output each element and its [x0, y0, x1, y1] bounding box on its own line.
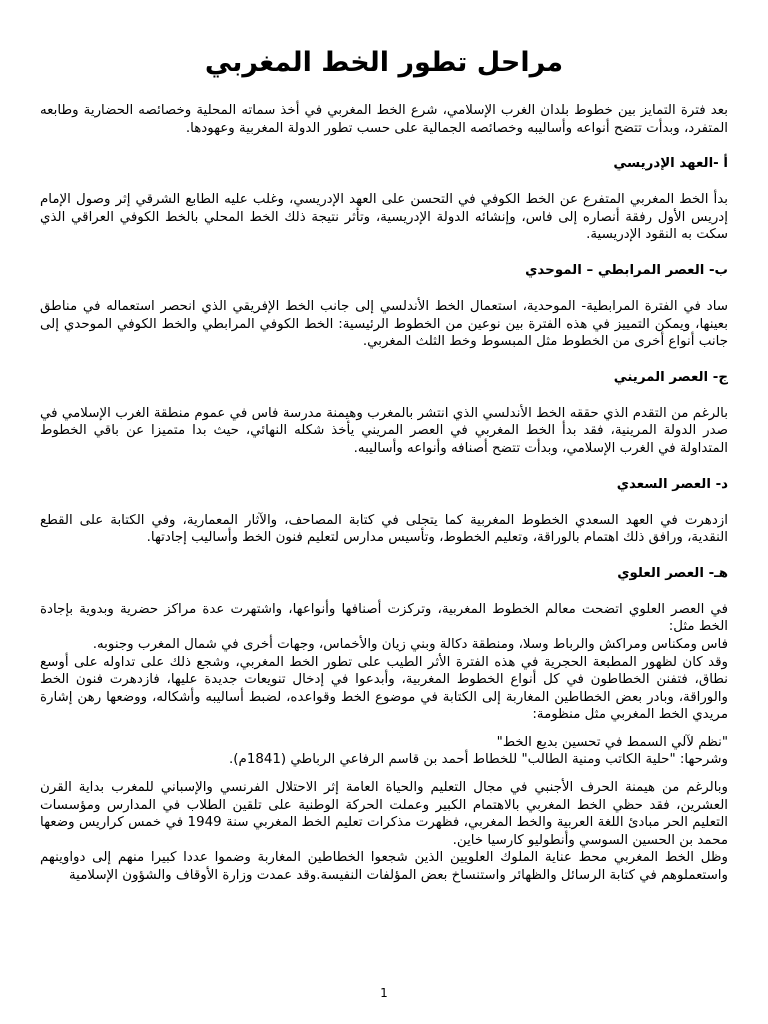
section-heading: أ -العهد الإدريسي	[613, 156, 728, 172]
section-paragraph: في العصر العلوي اتضحت معالم الخطوط المغربية، وتركزت أصنافها وأنواعها، واشتهرت عدة مراكز حضرية وبدوية بإجادة الخط مثل:	[40, 601, 728, 635]
page-title: مراحل تطور الخط المغربي	[204, 47, 564, 78]
poem-title-quote: "نظم لآلي السمط في تحسين بديع الخط"	[496, 734, 728, 750]
section-paragraph: بدأ الخط المغربي المتفرع عن الخط الكوفي في التحسن على العهد الإدريسي، وغلب عليه الطابع الشرقي إثر وصول الإمام إدريس الأول رفقة أنصاره إلى فاس، وإنشائه الدولة الإدريسية، وتأثر نتيجة ذلك الخط المحلي بالخط الكوفي العراقي الذي سكت به النقود الإدريسية.	[40, 192, 728, 243]
modern-era-paragraph: وبالرغم من هيمنة الحرف الأجنبي في مجال التعليم والحياة العامة إثر الاحتلال الفرنسي والإسباني للمغرب بداية القرن العشرين، فقد حظي الخط المغربي بالاهتمام الكبير وعملت الحركة الوطنية على تلقين الطلاب في المدارس ومؤسسات التعليم الحر مبادئ اللغة العربية والخط المغربي، فظهرت مذكرات تعليم الخط المغربي سنة 1949 في خمس كراريس وضعها محمد بن الحسين السوسي وأنطوليو كارسيا خاين.	[40, 780, 728, 848]
section-paragraph: ازدهرت في العهد السعدي الخطوط المغربية كما يتجلى في كتابة المصاحف، والآثار المعمارية، وفي الكتابة على القطع النقدية، ورافق ذلك اهتمام بالوراقة، وتعليم الخطوط، وتأسيس مدارس لتعليم فنون الخط وأساليب إجادتها.	[40, 512, 728, 546]
page-number: 1	[380, 986, 388, 1000]
poem-commentary: وشرحها: "حلية الكاتب ومنية الطالب" للخطاط أحمد بن قاسم الرفاعي الرباطي (1841م).	[229, 752, 728, 768]
cities-paragraph: فاس ومكناس ومراكش والرباط وسلا، ومنطقة دكالة وبني زيان والأخماس، وجهات أخرى في شمال المغرب وجنوبه.	[92, 636, 728, 652]
section-paragraph: ساد في الفترة المرابطية- الموحدية، استعمال الخط الأندلسي إلى جانب الخط الإفريقي الذي انحصر استعماله في مناطق بعينها، ويمكن التمييز في هذه الفترة بين نوعين من الخطوط الرئيسية: الخط الكوفي المرابطي والخط الكوفي الموحدي إلى جانب أنواع أخرى من الخطوط مثل المبسوط وخط الثلث المغربي.	[40, 298, 728, 350]
section-heading: ج- العصر المريني	[613, 369, 728, 385]
section-idrisi	[40, 155, 728, 244]
section-paragraph: بالرغم من التقدم الذي حققه الخط الأندلسي الذي انتشر بالمغرب وهيمنة مدرسة فاس في عموم منطقة الغرب الإسلامي في صدر الدولة المرينية، فقد بدأ الخط المغربي في العصر المريني يأخذ شكله النهائي، حيث بدا متميزا عن باقي الخطوط المتداولة في الغرب الإسلامي، وبدأت تتضح أصنافه وأنواعه وأساليبه.	[40, 405, 728, 456]
intro-paragraph: بعد فترة التمايز بين خطوط بلدان الغرب الإسلامي، شرع الخط المغربي في أخذ سماته المحلية وخصائصه الحضارية وطابعه المتفرد، وبدأت تتضح أنواعه وأساليبه وخصائصه الجمالية على حسب تطور الدولة المغربية وعهودها.	[40, 103, 728, 136]
lithography-paragraph: وقد كان لظهور المطبعة الحجرية في هذه الفترة الأثر الطيب على تطور الخط المغربي، وشجع ذلك على تداوله على أوسع نطاق، فتفنن الخطاطون في كل أنواع الخطوط المغربية، وأبدعوا في إدخال تنويعات جديدة عليها، فازدهرت فنون الخط والوراقة، وبادر بعض الخطاطين المغاربة إلى الكتابة في موضوع الخط وقواعده، لضبط أساليبه وأشكاله، ووضعها رهن إشارة مريدي الخط المغربي مثل منظومة:	[40, 654, 728, 723]
section-heading: ب- العصر المرابطي – الموحدي	[525, 262, 728, 278]
section-alawi	[40, 565, 728, 769]
section-almoravid-almohad	[40, 262, 728, 351]
section-saadi	[40, 476, 728, 547]
section-marinid	[40, 369, 728, 458]
section-heading: هـ- العصر العلوي	[617, 565, 728, 581]
section-heading: د- العصر السعدي	[616, 476, 728, 492]
royal-care-paragraph: وظل الخط المغربي محط عناية الملوك العلويين الذين شجعوا الخطاطين المغاربة وضموا عددا كبيرا منهم إلى دواوينهم واستعملوهم في كتابة الرسائل والظهائر واستنساخ بعض المؤلفات النفيسة.وقد عمدت وزارة الأوقاف والشؤون الإسلامية	[40, 850, 728, 884]
